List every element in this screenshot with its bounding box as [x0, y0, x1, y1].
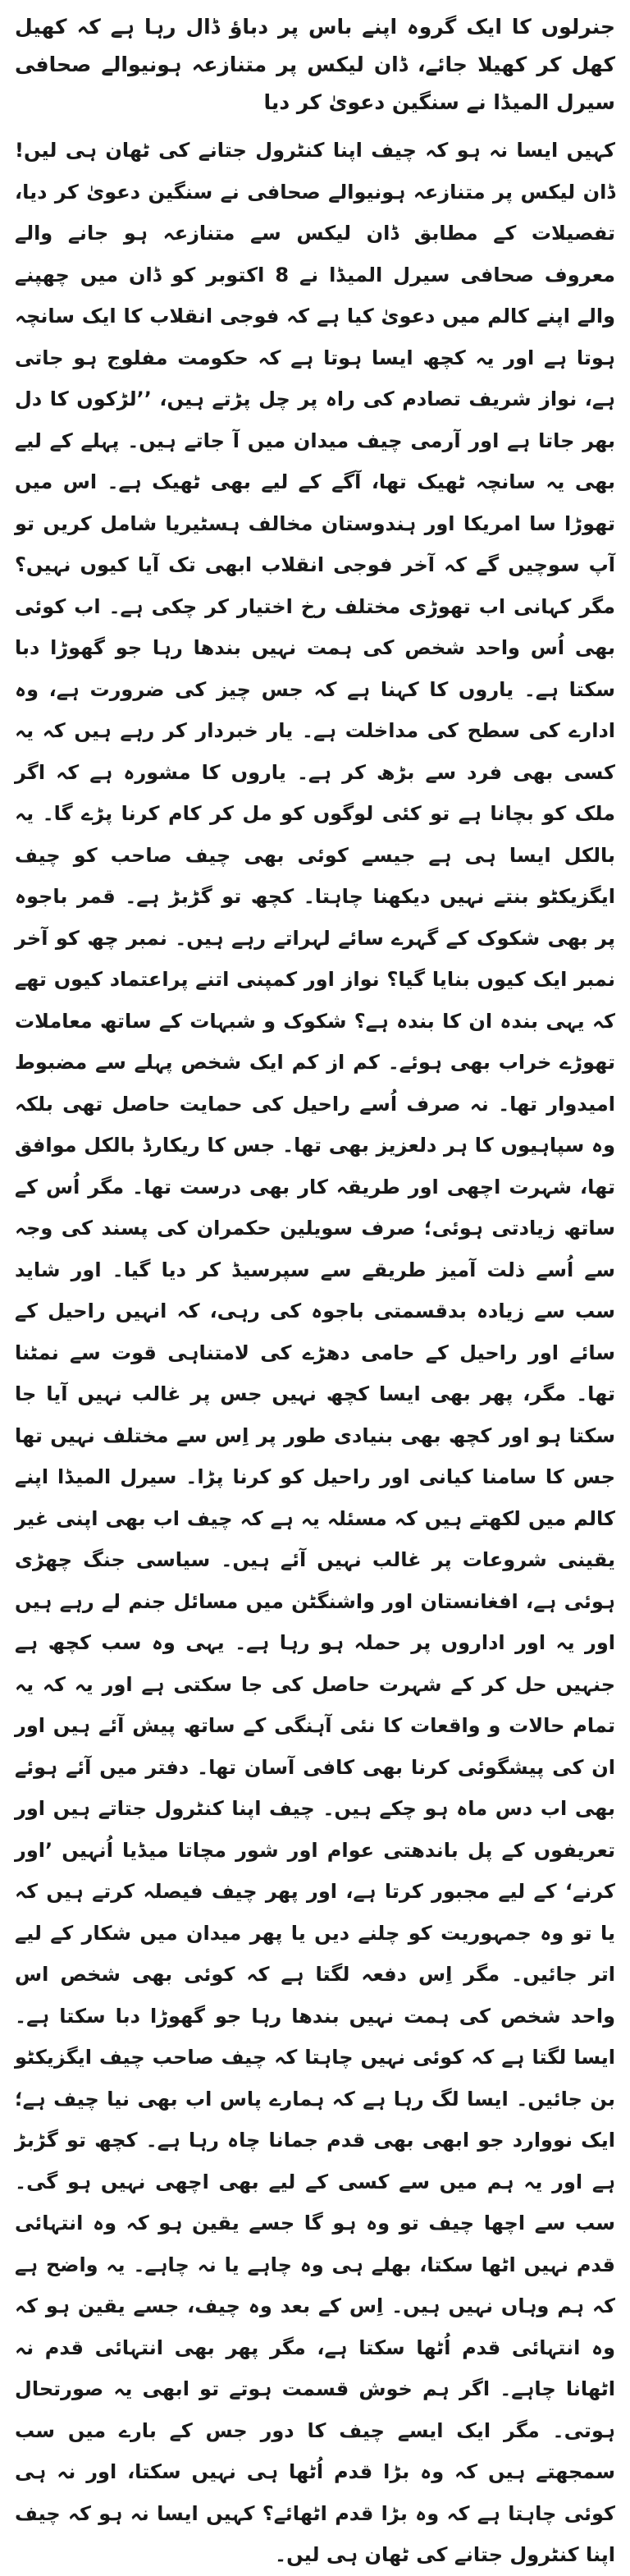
article-body: کہیں ایسا نہ ہو کہ چیف اپنا کنٹرول جتانے کی ٹھان ہی لیں! ڈان لیکس پر متنازعہ ہونیوالے صحافی نے سنگین دعویٰ کر دیا، تفصیلات کے مطابق ڈان لیکس سے متنازعہ ہو جانے والے معروف صحافی سیرل المیڈا نے 8 اکتوبر کو ڈان میں چھپنے والے اپنے کالم میں دعویٰ کیا ہے کہ فوجی انقلاب کا ایک سانچہ ہوتا ہے اور یہ کچھ ایسا ہوتا ہے کہ حکومت مفلوج ہو جاتی ہے، نواز شریف تصادم کی راہ پر چل پڑتے ہیں، ’’لڑکوں کا دل بھر جاتا ہے اور آرمی چیف میدان میں آ جاتے ہیں۔ پہلے کے لیے بھی یہ سانچہ ٹھیک تھا، آگے کے لیے بھی ٹھیک ہے۔ اس میں تھوڑا سا امریکا اور ہندوستان مخالف ہسٹیریا شامل کریں تو آپ سوچیں گے کہ آخر فوجی انقلاب ابھی تک آیا کیوں نہیں؟ مگر کہانی اب تھوڑی مختلف رخ اختیار کر چکی ہے۔ اب کوئی بھی اُس واحد شخص کی ہمت نہیں بندھا رہا جو گھوڑا دبا سکتا ہے۔ یاروں کا کہنا ہے کہ جس چیز کی ضرورت ہے، وہ ادارے کی سطح کی مداخلت ہے۔ یار خبردار کر رہے ہیں کہ یہ کسی بھی فرد سے بڑھ کر ہے۔ یاروں کا مشورہ ہے کہ اگر ملک کو بچانا ہے تو کئی لوگوں کو مل کر کام کرنا پڑے گا۔ یہ بالکل ایسا ہی ہے جیسے کوئی بھی چیف صاحب کو چیف ایگزیکٹو بنتے نہیں دیکھنا چاہتا۔ کچھ تو گڑبڑ ہے۔ قمر باجوہ پر بھی شکوک کے گہرے سائے لہراتے رہے ہیں۔ نمبر چھ کو آخر نمبر ایک کیوں بنایا گیا؟ نواز اور کمپنی اتنے پراعتماد کیوں تھے کہ یہی بندہ ان کا بندہ ہے؟ شکوک و شبہات کے ساتھ معاملات تھوڑے خراب بھی ہوئے۔ کم از کم ایک شخص پہلے سے مضبوط امیدوار تھا۔ نہ صرف اُسے راحیل کی حمایت حاصل تھی بلکہ وہ سپاہیوں کا ہر دلعزیز بھی تھا۔ جس کا ریکارڈ بالکل موافق تھا، شہرت اچھی اور طریقہ کار بھی درست تھا۔ مگر اُس کے ساتھ زیادتی ہوئی؛ صرف سویلین حکمران کی پسند کی وجہ سے اُسے ذلت آمیز طریقے سے سپرسیڈ کر دیا گیا۔ اور شاید سب سے زیادہ بدقسمتی باجوہ کی رہی، کہ انہیں راحیل کے سائے اور راحیل کے حامی دھڑے کی لامتناہی قوت سے نمٹنا تھا۔ مگر، پھر بھی ایسا کچھ نہیں جس پر غالب نہیں آیا جا سکتا ہو اور کچھ بھی بنیادی طور پر اِس سے مختلف نہیں تھا جس کا سامنا کیانی اور راحیل کو کرنا پڑا۔ سیرل المیڈا اپنے کالم میں لکھتے ہیں کہ مسئلہ یہ ہے کہ چیف اب بھی اپنی غیر یقینی شروعات پر غالب نہیں آئے ہیں۔ سیاسی جنگ چھڑی ہوئی ہے، افغانستان اور واشنگٹن میں مسائل جنم لے رہے ہیں اور یہ اور اداروں پر حملہ ہو رہا ہے۔ یہی وہ سب کچھ ہے جنہیں حل کر کے شہرت حاصل کی جا سکتی ہے اور یہ کہ یہ تمام حالات و واقعات کا نئی آہنگی کے ساتھ پیش آئے ہیں اور ان کی پیشگوئی کرنا بھی کافی آسان تھا۔ دفتر میں آئے ہوئے بھی اب دس ماہ ہو چکے ہیں۔ چیف اپنا کنٹرول جتاتے ہیں اور تعریفوں کے پل باندھتی عوام اور شور مچاتا میڈیا اُنہیں ’اور کرنے‘ کے لیے مجبور کرتا ہے، اور پھر چیف فیصلہ کرتے ہیں کہ یا تو وہ جمہوریت کو چلنے دیں یا پھر میدان میں شکار کے لیے اتر جائیں۔ مگر اِس دفعہ لگتا ہے کہ کوئی بھی شخص اس واحد شخص کی ہمت نہیں بندھا رہا جو گھوڑا دبا سکتا ہے۔ ایسا لگتا ہے کہ کوئی نہیں چاہتا کہ چیف صاحب چیف ایگزیکٹو بن جائیں۔ ایسا لگ رہا ہے کہ ہمارے پاس اب بھی نیا چیف ہے؛ ایک نووارد جو ابھی بھی قدم جمانا چاہ رہا ہے۔ کچھ تو گڑبڑ ہے اور یہ ہم میں سے کسی کے لیے بھی اچھی نہیں ہو گی۔ سب سے اچھا چیف تو وہ ہو گا جسے یقین ہو کہ وہ انتہائی قدم نہیں اٹھا سکتا، بھلے ہی وہ چاہے یا نہ چاہے۔ یہ واضح ہے کہ ہم وہاں نہیں ہیں۔ اِس کے بعد وہ چیف، جسے یقین ہو کہ وہ انتہائی قدم اُٹھا سکتا ہے، مگر پھر بھی انتہائی قدم نہ اٹھانا چاہے۔ اگر ہم خوش قسمت ہوتے تو ابھی یہ صورتحال ہوتی۔ مگر ایک ایسے چیف کا دور جس کے بارے میں سب سمجھتے ہیں کہ وہ بڑا قدم اُٹھا ہی نہیں سکتا، اور نہ ہی کوئی چاہتا ہے کہ وہ بڑا قدم اٹھائے؟ کہیں ایسا نہ ہو کہ چیف اپنا کنٹرول جتانے کی ٹھان ہی لیں۔	[15, 139, 615, 2566]
article-headline: جنرلوں کا ایک گروہ اپنے باس پر دباؤ ڈال رہا ہے کہ کھیل کھل کر کھیلا جائے، ڈان لیکس پر متنازعہ ہونیوالے صحافی سیرل المیڈا نے سنگین دعویٰ کر دیا	[15, 15, 615, 114]
